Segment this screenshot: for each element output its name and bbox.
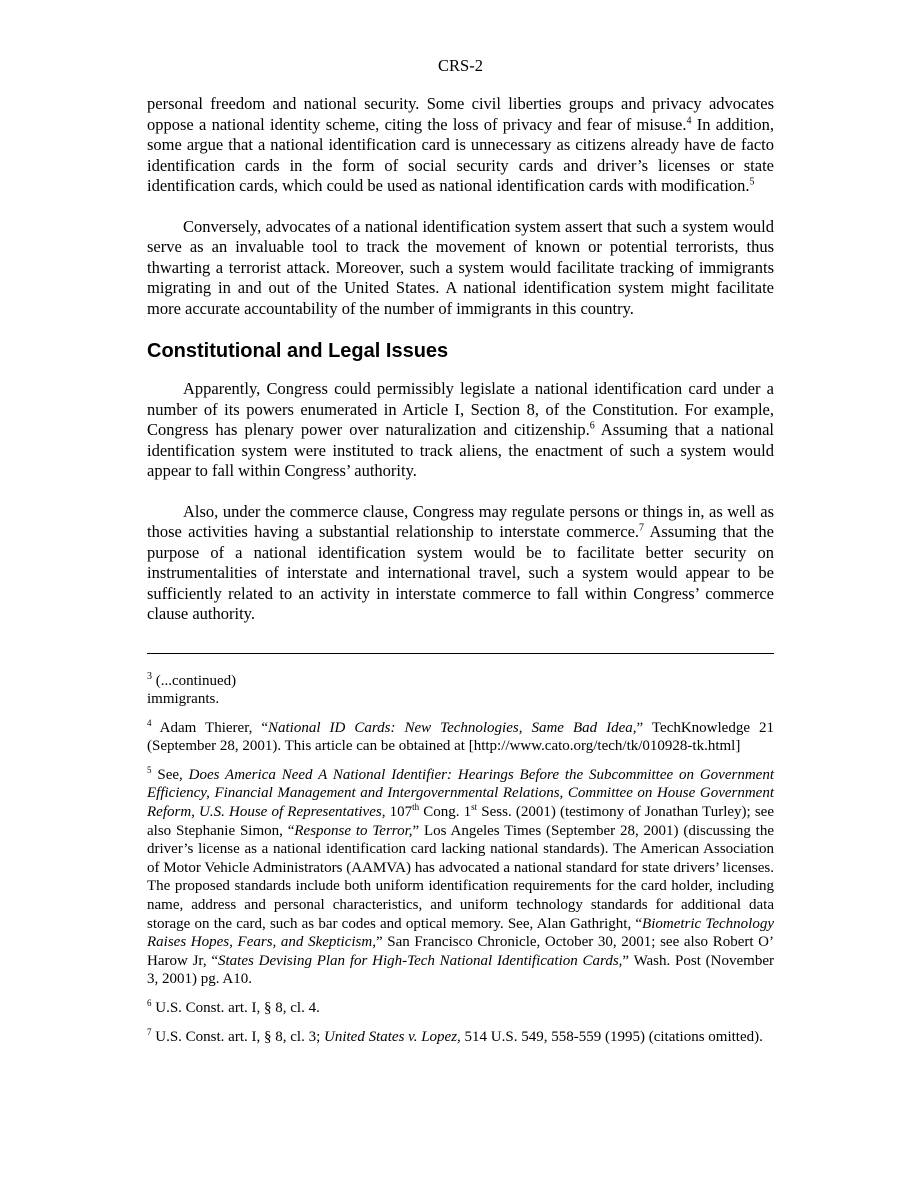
body-paragraph-3 (147, 379, 774, 482)
paragraph-text: Assuming that the purpose of a national identification system would be to facilitate better security on instrumentalities of interstate and international travel, such a system would appear to be sufficiently related to an activity in interstate commerce to fall within Congress’ commerce clause authority. (147, 522, 774, 623)
page-header: CRS-2 (438, 56, 483, 75)
body-paragraph-1 (147, 94, 774, 197)
paragraph-text: Assuming that a national identification system were instituted to track aliens, the enactment of such a system would appear to fall within Congress’ authority. (147, 420, 775, 480)
footnote-text: ” Los Angeles Times (September 28, 2001) (discussing the driver’s license as a national identification card lacking national standards). The American Association of Motor Vehicle Administrators (AAMVA) has advocated a national standard for state drivers’ licenses. The proposed standards include both uniform identification requirements for the card holder, including name, address and personal characteristics, and uniform technology standards for additional data storage on the card, such as bar codes and optical memory. See, Alan Gathright, “ (147, 822, 774, 932)
footnote-3-line-2: immigrants. (147, 691, 220, 708)
footnote-7 (147, 1028, 774, 1047)
footnote-text: Sess. (2001) (testimony of Jonathan Turley); see also Stephanie Simon, “ (147, 804, 775, 839)
footnote-number: 6 (147, 998, 152, 1008)
footnote-text: U.S. Const. art. I, § 8, cl. 4. (151, 1000, 320, 1016)
footnote-ref-6[interactable]: 6 (589, 420, 595, 432)
body-paragraph-2 (147, 217, 774, 320)
paragraph-text: Apparently, Congress could permissibly legislate a national identification card under a number of its powers enumerated in Article I, Section 8, of the Constitution. For example, Congress has plenary power over naturalization and citizenship. (147, 379, 774, 439)
footnote-6 (147, 999, 774, 1018)
footnote-text: ” TechKnowledge 21 (September 28, 2001). This article can be obtained at [http://www.cato.org/tech/tk/010928-tk.html] (147, 719, 774, 755)
footnote-number: 7 (147, 1026, 152, 1037)
paragraph-text: In addition, some argue that a national identification card is unnecessary as citizens already have de facto identification cards in the form of social security cards and driver’s licenses or state identification cards, which could be used as national identification cards with modification. (147, 114, 774, 195)
footnote-text: ” San Francisco Chronicle, October 30, 2001; see also Robert O’ Harow Jr, “ (147, 934, 774, 969)
footnote-text: , 107 (381, 804, 413, 821)
footnote-5 (147, 766, 774, 989)
footnote-text: See, (151, 766, 189, 783)
ordinal-suffix: st (471, 802, 478, 813)
footnote-text: (...continued) (152, 672, 237, 689)
ordinal-suffix: th (412, 802, 420, 813)
footnote-title: National ID Cards: New Technologies, Same Bad Idea, (268, 719, 637, 736)
paragraph-text: Also, under the commerce clause, Congress may regulate persons or things in, as well as those activities having a substantial relationship to interstate commerce. (147, 501, 774, 541)
document-page (147, 56, 774, 1056)
case-title: United States v. Lopez (324, 1028, 458, 1045)
footnote-text: ,” Wash. Post (November 3, 2001) pg. A10. (147, 952, 774, 988)
footnote-text: U.S. Const. art. I, § 8, cl. 3; (151, 1028, 324, 1045)
footnote-number: 4 (147, 717, 152, 728)
footnote-title: Biometric Technology Raises Hopes, Fears, and Skepticism, (147, 915, 774, 951)
footnote-number: 5 (147, 764, 152, 775)
footnote-text: Adam Thierer, “ (151, 719, 268, 736)
footnote-3-continued (147, 672, 774, 709)
footnote-title: States Devising Plan for High-Tech National Identification Cards (218, 952, 619, 969)
footnote-ref-4[interactable]: 4 (686, 115, 692, 126)
footnote-divider (147, 653, 774, 654)
footnote-text: Cong. 1 (419, 804, 472, 821)
footnote-text: , 514 U.S. 549, 558-559 (1995) (citations omitted). (457, 1028, 763, 1045)
body-paragraph-4 (147, 502, 774, 625)
footnote-title: Response to Terror, (294, 822, 413, 839)
section-heading: Constitutional and Legal Issues (147, 340, 449, 362)
paragraph-text: personal freedom and national security. Some civil liberties groups and privacy advocates oppose a national identity scheme, citing the loss of privacy and fear of misuse. (147, 94, 774, 134)
footnote-4 (147, 719, 774, 756)
footnote-title: Does America Need A National Identifier: Hearings Before the Subcommittee on Government Efficiency, Financial Management and Intergovernmental Relations, Committee on House Government Reform, U.S. House of Representatives (147, 766, 774, 821)
footnote-ref-7[interactable]: 7 (639, 522, 645, 534)
paragraph-text: Conversely, advocates of a national identification system assert that such a system would serve as an invaluable tool to track the movement of known or potential terrorists, thus thwarting a terrorist attack. Moreover, such a system would facilitate tracking of immigrants migrating in and out of the United States. A national identification system might facilitate more accurate accountability of the number of immigrants in this country. (147, 216, 774, 318)
footnote-number: 3 (147, 670, 152, 682)
footnote-ref-5[interactable]: 5 (749, 176, 755, 188)
footnote-3-line-1 (147, 672, 774, 691)
